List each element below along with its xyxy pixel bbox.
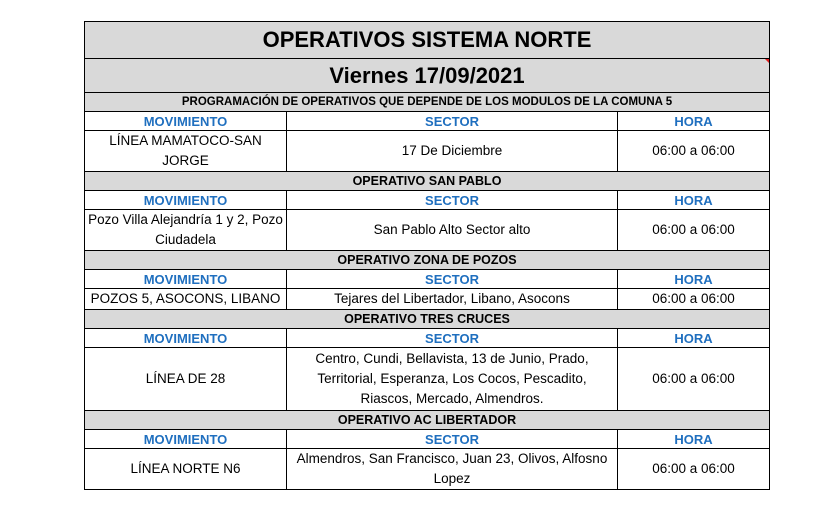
header-hora[interactable]: HORA [618, 270, 770, 289]
hora-cell[interactable]: 06:00 a 06:00 [618, 289, 770, 310]
program-heading[interactable]: PROGRAMACIÓN DE OPERATIVOS QUE DEPENDE DE LOS MODULOS DE LA COMUNA 5 [85, 93, 770, 112]
program-row [85, 93, 770, 112]
sector-cell[interactable]: Centro, Cundi, Bellavista, 13 de Junio, Prado, Territorial, Esperanza, Los Cocos, Pescadito, Riascos, Mercado, Almendros. [287, 348, 618, 411]
movimiento-cell[interactable]: Pozo Villa Alejandría 1 y 2, Pozo Ciudadela [85, 210, 287, 251]
section-row [85, 172, 770, 191]
sector-cell[interactable]: 17 De Diciembre [287, 131, 618, 172]
page-title[interactable]: OPERATIVOS SISTEMA NORTE [85, 22, 770, 59]
movimiento-cell[interactable]: LÍNEA MAMATOCO-SAN JORGE [85, 131, 287, 172]
movimiento-cell[interactable]: POZOS 5, ASOCONS, LIBANO [85, 289, 287, 310]
table-row [85, 449, 770, 490]
table-row [85, 131, 770, 172]
header-hora[interactable]: HORA [618, 112, 770, 131]
section-row [85, 411, 770, 430]
date-row [85, 59, 770, 93]
date-text: Viernes 17/09/2021 [329, 62, 525, 88]
hora-cell[interactable]: 06:00 a 06:00 [618, 449, 770, 490]
header-movimiento[interactable]: MOVIMIENTO [85, 191, 287, 210]
header-sector[interactable]: SECTOR [287, 112, 618, 131]
header-hora[interactable]: HORA [618, 430, 770, 449]
spreadsheet [84, 21, 769, 490]
column-header-row [85, 270, 770, 289]
section-row [85, 251, 770, 270]
hora-cell[interactable]: 06:00 a 06:00 [618, 348, 770, 411]
column-header-row [85, 191, 770, 210]
table-row [85, 289, 770, 310]
column-header-row [85, 329, 770, 348]
title-row [85, 22, 770, 59]
hora-cell[interactable]: 06:00 a 06:00 [618, 210, 770, 251]
column-header-row [85, 112, 770, 131]
table-row [85, 210, 770, 251]
section-title[interactable]: OPERATIVO ZONA DE POZOS [85, 251, 770, 270]
section-title[interactable]: OPERATIVO AC LIBERTADOR [85, 411, 770, 430]
comment-indicator-icon[interactable] [764, 59, 770, 65]
section-title[interactable]: OPERATIVO TRES CRUCES [85, 310, 770, 329]
header-movimiento[interactable]: MOVIMIENTO [85, 270, 287, 289]
movimiento-cell[interactable]: LÍNEA DE 28 [85, 348, 287, 411]
header-movimiento[interactable]: MOVIMIENTO [85, 329, 287, 348]
operations-table [84, 21, 770, 490]
sector-cell[interactable]: Almendros, San Francisco, Juan 23, Olivos, Alfosno Lopez [287, 449, 618, 490]
date-cell[interactable] [85, 59, 770, 93]
sector-cell[interactable]: Tejares del Libertador, Libano, Asocons [287, 289, 618, 310]
table-row [85, 348, 770, 411]
header-hora[interactable]: HORA [618, 329, 770, 348]
section-title[interactable]: OPERATIVO SAN PABLO [85, 172, 770, 191]
movimiento-cell[interactable]: LÍNEA NORTE N6 [85, 449, 287, 490]
header-hora[interactable]: HORA [618, 191, 770, 210]
hora-cell[interactable]: 06:00 a 06:00 [618, 131, 770, 172]
header-sector[interactable]: SECTOR [287, 270, 618, 289]
column-header-row [85, 430, 770, 449]
header-sector[interactable]: SECTOR [287, 191, 618, 210]
header-movimiento[interactable]: MOVIMIENTO [85, 112, 287, 131]
section-row [85, 310, 770, 329]
header-sector[interactable]: SECTOR [287, 329, 618, 348]
sector-cell[interactable]: San Pablo Alto Sector alto [287, 210, 618, 251]
header-movimiento[interactable]: MOVIMIENTO [85, 430, 287, 449]
header-sector[interactable]: SECTOR [287, 430, 618, 449]
